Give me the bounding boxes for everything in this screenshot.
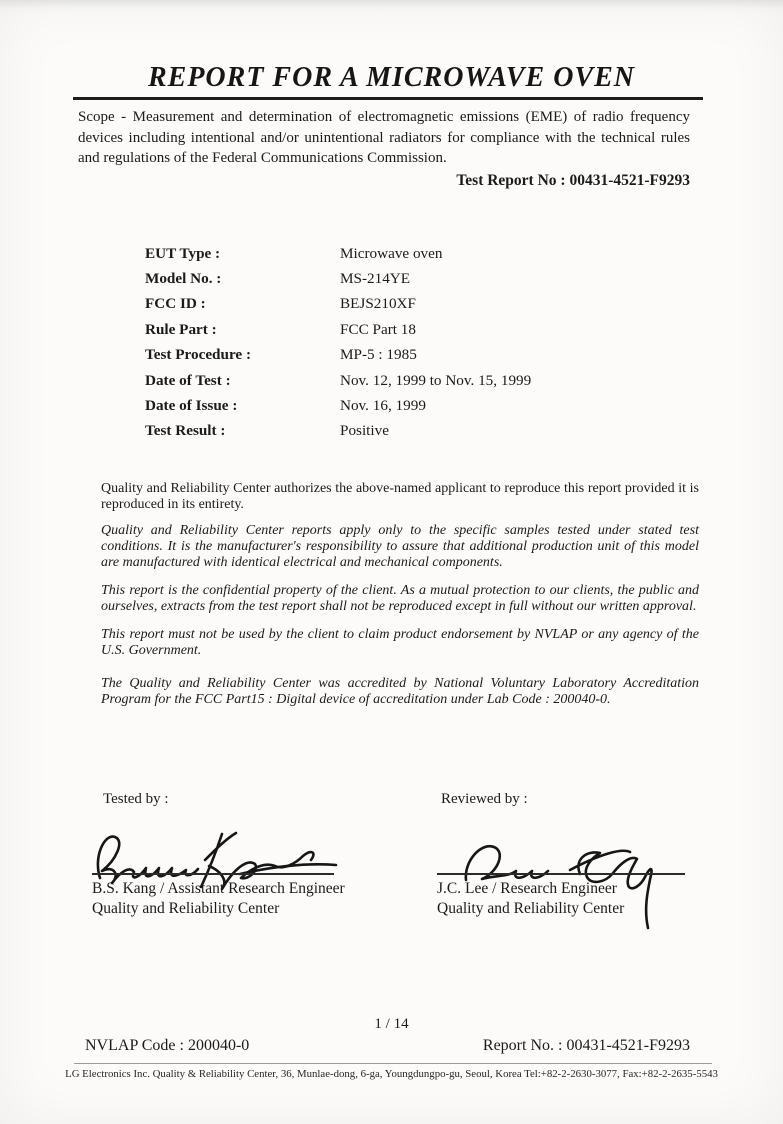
reviewed-by-org: Quality and Reliability Center bbox=[437, 900, 625, 917]
eut-type-label: EUT Type : bbox=[145, 244, 221, 262]
model-no-label: Model No. : bbox=[145, 270, 222, 288]
test-result-label: Test Result : bbox=[145, 422, 226, 440]
tested-by-name: B.S. Kang / Assistant Research Engineer bbox=[92, 880, 345, 897]
notice-reproduction: Quality and Reliability Center authorizes the above-named applicant to reproduce this report provided it is reproduced in its entirety. bbox=[101, 481, 699, 512]
table-row bbox=[145, 368, 625, 393]
reviewed-by-block bbox=[437, 879, 624, 919]
scope-paragraph: Scope - Measurement and determination of electromagnetic emissions (EME) of radio frequency devices including intentional and/or unintentional radiators for compliance with the technical rules and regulations of the Federal Communications Commission. bbox=[78, 109, 690, 166]
scan-artifact-top bbox=[0, 0, 783, 14]
table-row bbox=[145, 292, 625, 317]
notice-samples: Quality and Reliability Center reports apply only to the specific samples tested under stated test conditions. It is the manufacturer's responsibility to assure that additional production unit of this model are manufactured with identical electrical and mechanical components. bbox=[101, 523, 699, 570]
table-row bbox=[145, 419, 625, 444]
fcc-id-label: FCC ID : bbox=[145, 295, 206, 313]
test-report-number: Test Report No : 00431-4521-F9293 bbox=[456, 172, 690, 189]
date-of-test-value: Nov. 12, 1999 to Nov. 15, 1999 bbox=[340, 371, 532, 389]
reviewed-by-heading: Reviewed by : bbox=[441, 791, 528, 807]
eut-type-value: Microwave oven bbox=[340, 244, 443, 262]
test-procedure-value: MP-5 : 1985 bbox=[340, 346, 417, 364]
model-no-value: MS-214YE bbox=[340, 270, 411, 288]
table-row bbox=[145, 266, 625, 291]
rule-part-value: FCC Part 18 bbox=[340, 320, 416, 338]
table-row bbox=[145, 393, 625, 418]
company-address: LG Electronics Inc. Quality & Reliability Center, 36, Munlae-dong, 6-ga, Youngdungpo-gu, Seoul, Korea Tel:+82-2-2630-3077, Fax:+82-2-2635-5543 bbox=[65, 1068, 718, 1080]
table-row bbox=[145, 343, 625, 368]
fcc-id-value: BEJS210XF bbox=[340, 295, 416, 313]
table-row bbox=[145, 241, 625, 266]
table-row bbox=[145, 317, 625, 342]
test-procedure-label: Test Procedure : bbox=[145, 346, 252, 364]
title-underline bbox=[73, 97, 703, 100]
tested-by-signature-line bbox=[92, 873, 334, 875]
notice-accreditation: The Quality and Reliability Center was accredited by National Voluntary Laboratory Accreditation Program for the FCC Part15 : Digital device of accreditation under Lab Code : 200040-0. bbox=[101, 676, 699, 707]
page-number: 1 / 14 bbox=[374, 1016, 409, 1032]
footer-divider bbox=[74, 1063, 712, 1064]
nvlap-code: NVLAP Code : 200040-0 bbox=[85, 1037, 250, 1054]
date-of-test-label: Date of Test : bbox=[145, 371, 231, 389]
tested-by-org: Quality and Reliability Center bbox=[92, 900, 280, 917]
tested-by-block bbox=[92, 879, 345, 919]
reviewed-by-name: J.C. Lee / Research Engineer bbox=[437, 880, 617, 897]
reviewed-by-signature-line bbox=[437, 873, 685, 875]
notice-confidential: This report is the confidential property of the client. As a mutual protection to our clients, the public and ourselves, extracts from the test report shall not be reproduced except in full without our written approval. bbox=[101, 583, 699, 614]
tested-by-heading: Tested by : bbox=[103, 791, 169, 807]
legal-notices bbox=[101, 481, 699, 718]
notice-endorsement: This report must not be used by the client to claim product endorsement by NVLAP or any agency of the U.S. Government. bbox=[101, 627, 699, 658]
test-result-value: Positive bbox=[340, 422, 389, 440]
page-title: REPORT FOR A MICROWAVE OVEN bbox=[147, 62, 636, 93]
rule-part-label: Rule Part : bbox=[145, 320, 217, 338]
date-of-issue-label: Date of Issue : bbox=[145, 397, 238, 415]
footer-report-number: Report No. : 00431-4521-F9293 bbox=[482, 1037, 690, 1054]
eut-details-table bbox=[145, 241, 625, 444]
date-of-issue-value: Nov. 16, 1999 bbox=[340, 397, 426, 415]
